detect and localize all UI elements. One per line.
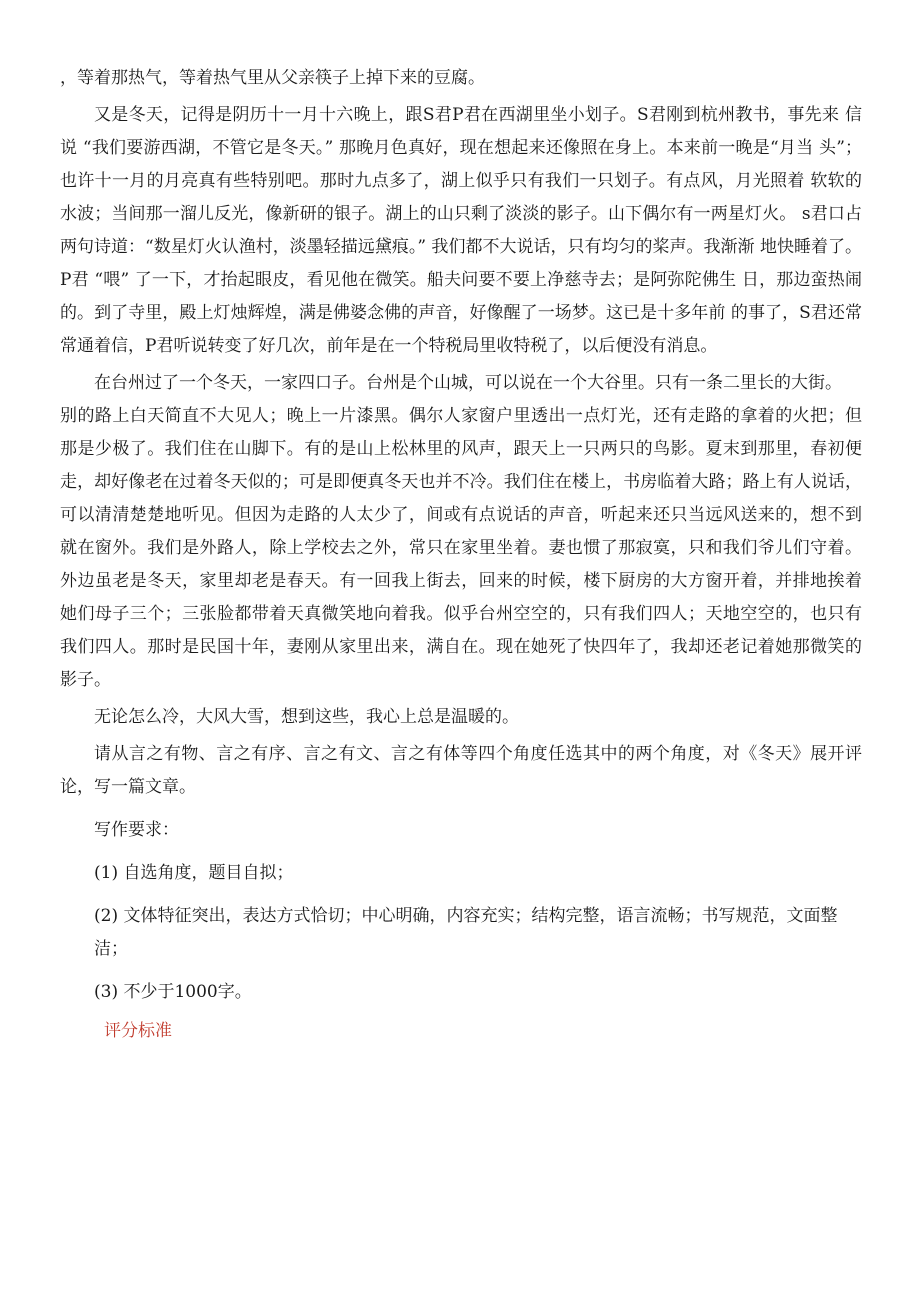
writing-prompt: 请从言之有物、言之有序、言之有文、言之有体等四个角度任选其中的两个角度，对《冬天》展开评 论，写一篇文章。 — [60, 744, 862, 797]
document-page — [60, 62, 862, 1048]
scoring-standard-label: 评分标准 — [104, 1021, 172, 1041]
paragraph-4: 别的路上白天简直不大见人；晚上一片漆黑。偶尔人家窗户里透出一点灯光，还有走路的拿着的火把；但 那是少极了。我们住在山脚下。有的是山上松林里的风声，跟天上一只两只的鸟影。夏末到那里，春初便 走，却好像老在过着冬天似的；可是即便真冬天也并不冷。我们住在楼上，书房临着大路；路上有人说话， 可以清清楚楚地听见。但因为走路的人太少了，间或有点说话的声音，听起来还只当远风送来的，想不到 就在窗外。我们是外路人，除上学校去之外，常只在家里坐着。妻也惯了那寂寞，只和我们爷儿们守着。 外边虽老是冬天，家里却老是春天。有一回我上街去，回来的时候，楼下厨房的大方窗开着，并排地挨着 她们母子三个；三张脸都带着天真微笑地向着我。似乎台州空空的，只有我们四人；天地空空的，也只有 我们四人。那时是民国十年，妻刚从家里出来，满自在。现在她死了快四年了，我却还老记着她那微笑的 影子。 — [60, 406, 862, 690]
paragraph-3: 在台州过了一个冬天，一家四口子。台州是个山城，可以说在一个大谷里。只有一条二里长的大街。 — [94, 373, 842, 393]
paragraph-1: ，等着那热气，等着热气里从父亲筷子上掉下来的豆腐。 — [60, 68, 485, 88]
paragraph-2: 又是冬天，记得是阴历十一月十六晚上，跟S君P君在西湖里坐小划子。S君刚到杭州教书，事先来 信说 “我们要游西湖，不管它是冬天。” 那晚月色真好，现在想起来还像照在身上。本来前一晚是“月当 头”；也许十一月的月亮真有些特别吧。那时九点多了，湖上似乎只有我们一只划子。有点风，月光照着 软软的水波；当间那一溜儿反光，像新研的银子。湖上的山只剩了淡淡的影子。山下偶尔有一两星灯火。 s君口占两句诗道：“数星灯火认渔村，淡墨轻描远黛痕。” 我们都不大说话，只有均匀的桨声。我渐渐 地快睡着了。P君 “喂” 了一下，才抬起眼皮，看见他在微笑。船夫问要不要上净慈寺去；是阿弥陀佛生 日，那边蛮热闹的。到了寺里，殿上灯烛辉煌，满是佛婆念佛的声音，好像醒了一场梦。这已是十多年前 的事了，S君还常常通着信，P君听说转变了好几次，前年是在一个特税局里收特税了，以后便没有消息。 — [60, 105, 862, 356]
requirements-title: 写作要求： — [94, 820, 179, 840]
requirement-1: (1) 自选角度，题目自拟； — [94, 863, 294, 883]
requirement-3: (3) 不少于1000字。 — [94, 982, 252, 1002]
paragraph-5: 无论怎么冷，大风大雪，想到这些，我心上总是温暖的。 — [94, 707, 519, 727]
requirement-2: (2) 文体特征突出，表达方式恰切；中心明确，内容充实；结构完整，语言流畅；书写规范，文面整 洁； — [94, 906, 838, 959]
